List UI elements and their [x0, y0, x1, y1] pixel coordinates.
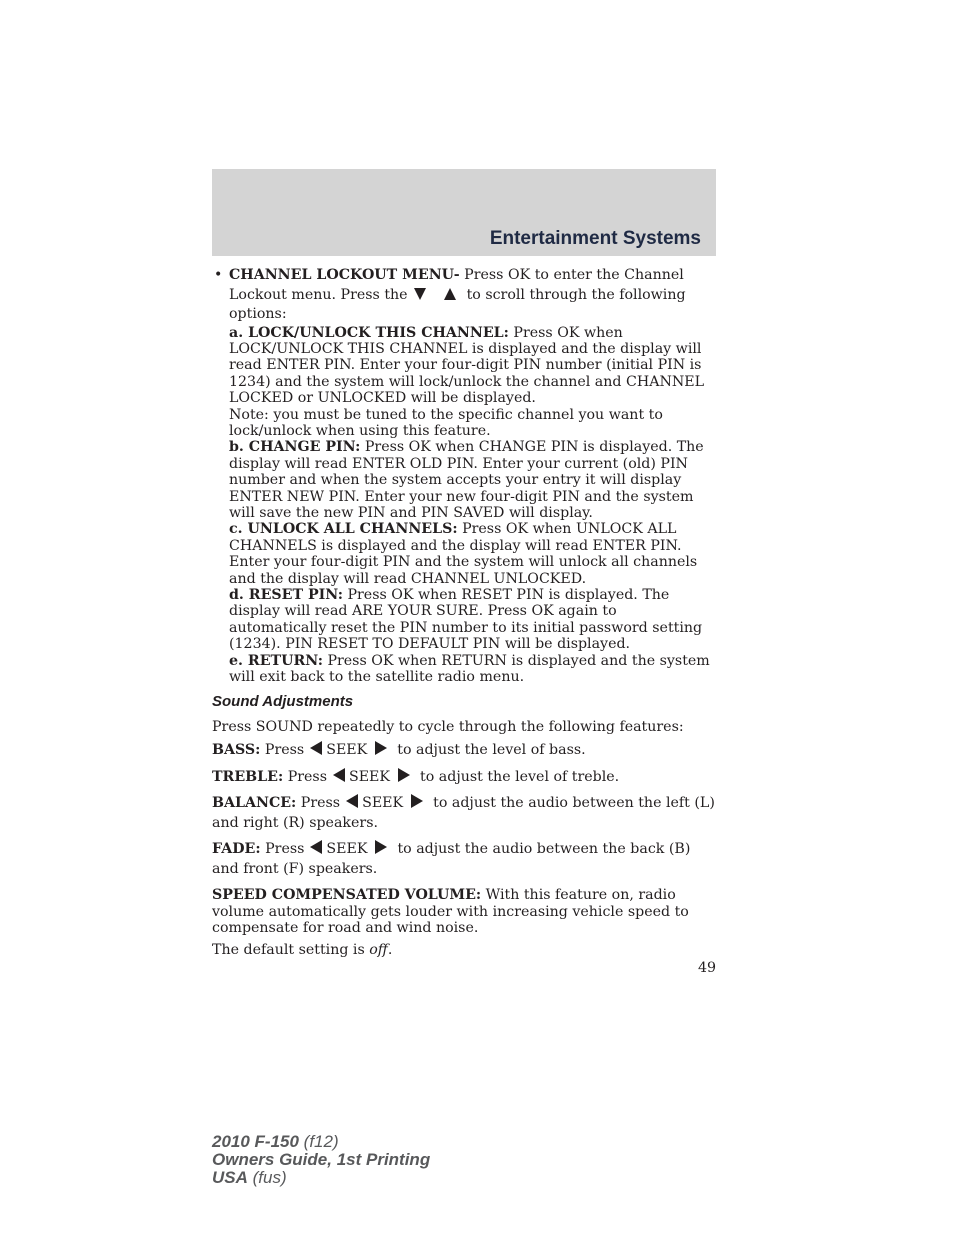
seek-right-icon	[398, 768, 410, 782]
option-return	[229, 653, 716, 686]
fade-item	[212, 840, 716, 879]
footer-line-3	[212, 1169, 430, 1187]
footer-line-1	[212, 1133, 430, 1151]
seek-text: SEEK	[326, 742, 368, 759]
channel-lockout-intro-text: Press OK to enter the Channel Lockout menu. Press the	[229, 267, 684, 303]
channel-lockout-title: CHANNEL LOCKOUT MENU-	[229, 267, 460, 283]
note-text: Note: you must be tuned to the specific channel you want to lock/unlock when using this feature.	[229, 406, 663, 439]
option-reset-pin	[229, 587, 716, 653]
footer-region-code: (fus)	[247, 1168, 287, 1187]
option-text: Press OK when RESET PIN is displayed. The display will read ARE YOUR SURE. Press OK again to automatically reset the PIN number to its initial password setting (1234). PIN RESET TO DEFAULT PIN will be displayed.	[229, 587, 703, 653]
option-text: Press OK when LOCK/UNLOCK THIS CHANNEL is displayed and the display will read ENTER PIN. Enter your four-digit PIN number (initial PIN is 1234) and the system will lock/unlock the channel and CHANNEL LOCKED or UNLOCKED will be displayed.	[229, 324, 705, 407]
seek-text: SEEK	[348, 768, 391, 785]
seek-left-icon	[310, 840, 322, 854]
option-text: Press OK when RETURN is displayed and the system will exit back to the satellite radio menu.	[229, 652, 710, 686]
option-text: Press OK when UNLOCK ALL CHANNELS is displayed and the display will read ENTER PIN. Enter your four-digit PIN and the system will unlock all channels and the display will read CHANNEL UNLOCKED.	[229, 521, 698, 587]
footer-region: USA	[212, 1168, 248, 1187]
press-text: Press	[260, 841, 305, 858]
footer-model: 2010 F-150	[212, 1132, 299, 1151]
default-value: off	[369, 942, 388, 959]
fade-label: FADE:	[212, 841, 261, 858]
option-label: d. RESET PIN:	[229, 587, 343, 603]
option-note	[229, 407, 716, 440]
seek-left-icon	[346, 794, 358, 808]
speed-compensated-volume	[212, 887, 716, 936]
page-number: 49	[697, 960, 716, 976]
option-unlock-all	[229, 521, 716, 587]
default-text: The default setting is	[212, 942, 370, 959]
page-content	[212, 266, 716, 959]
seek-right-icon	[375, 741, 387, 755]
bass-label: BASS:	[212, 742, 261, 759]
footer-code: (f12)	[298, 1132, 339, 1151]
footer-line-2: Owners Guide, 1st Printing	[212, 1150, 431, 1169]
seek-left-icon	[333, 768, 345, 782]
sound-adjustments-heading: Sound Adjustments	[212, 693, 354, 711]
option-label: c. UNLOCK ALL CHANNELS:	[229, 521, 458, 538]
channel-lockout-intro-text-2: to scroll through the following options:	[229, 286, 686, 322]
treble-label: TREBLE:	[212, 768, 284, 785]
bullet-marker: •	[214, 267, 223, 283]
section-header-band	[212, 169, 716, 256]
treble-item	[212, 768, 716, 788]
down-arrow-icon	[414, 288, 426, 300]
balance-label: BALANCE:	[212, 795, 297, 812]
balance-item	[212, 794, 716, 833]
seek-right-icon	[411, 794, 423, 808]
treble-text: to adjust the level of treble.	[420, 768, 620, 785]
fade-text: to adjust the audio between the back (B) and front (F) speakers.	[212, 841, 691, 877]
default-setting	[212, 942, 716, 958]
option-text: Press OK when CHANGE PIN is displayed. The display will read ENTER OLD PIN. Enter your current (old) PIN number and when the system accepts your entry it will display ENTER NEW PIN. Enter your new four-digit PIN and the system will save the new PIN and PIN SAVED will display.	[229, 439, 704, 521]
seek-right-icon	[375, 840, 387, 854]
default-end: .	[387, 942, 393, 959]
up-arrow-icon	[444, 288, 456, 300]
bass-item	[212, 741, 716, 761]
seek-text: SEEK	[362, 795, 404, 812]
balance-text: to adjust the audio between the left (L) and right (R) speakers.	[212, 795, 715, 831]
seek-text: SEEK	[326, 841, 368, 858]
section-title: Entertainment Systems	[489, 228, 701, 249]
sound-intro: Press SOUND repeatedly to cycle through the following features:	[212, 718, 684, 735]
option-lock-unlock	[229, 325, 716, 407]
option-change-pin	[229, 439, 716, 521]
press-text: Press	[283, 768, 327, 785]
channel-lockout-bullet	[212, 266, 716, 685]
footer	[212, 1133, 430, 1187]
option-label: e. RETURN:	[229, 652, 323, 669]
option-label: b. CHANGE PIN:	[229, 439, 361, 456]
channel-lockout-intro	[229, 266, 716, 325]
seek-left-icon	[310, 741, 322, 755]
bass-text: to adjust the level of bass.	[397, 742, 586, 759]
scv-text: With this feature on, radio volume automatically gets louder with increasing vehicle speed to compensate for road and wind noise.	[212, 887, 689, 937]
option-label: a. LOCK/UNLOCK THIS CHANNEL:	[229, 324, 509, 341]
scv-label: SPEED COMPENSATED VOLUME:	[212, 887, 482, 904]
press-text: Press	[296, 795, 341, 812]
press-text: Press	[260, 742, 305, 759]
